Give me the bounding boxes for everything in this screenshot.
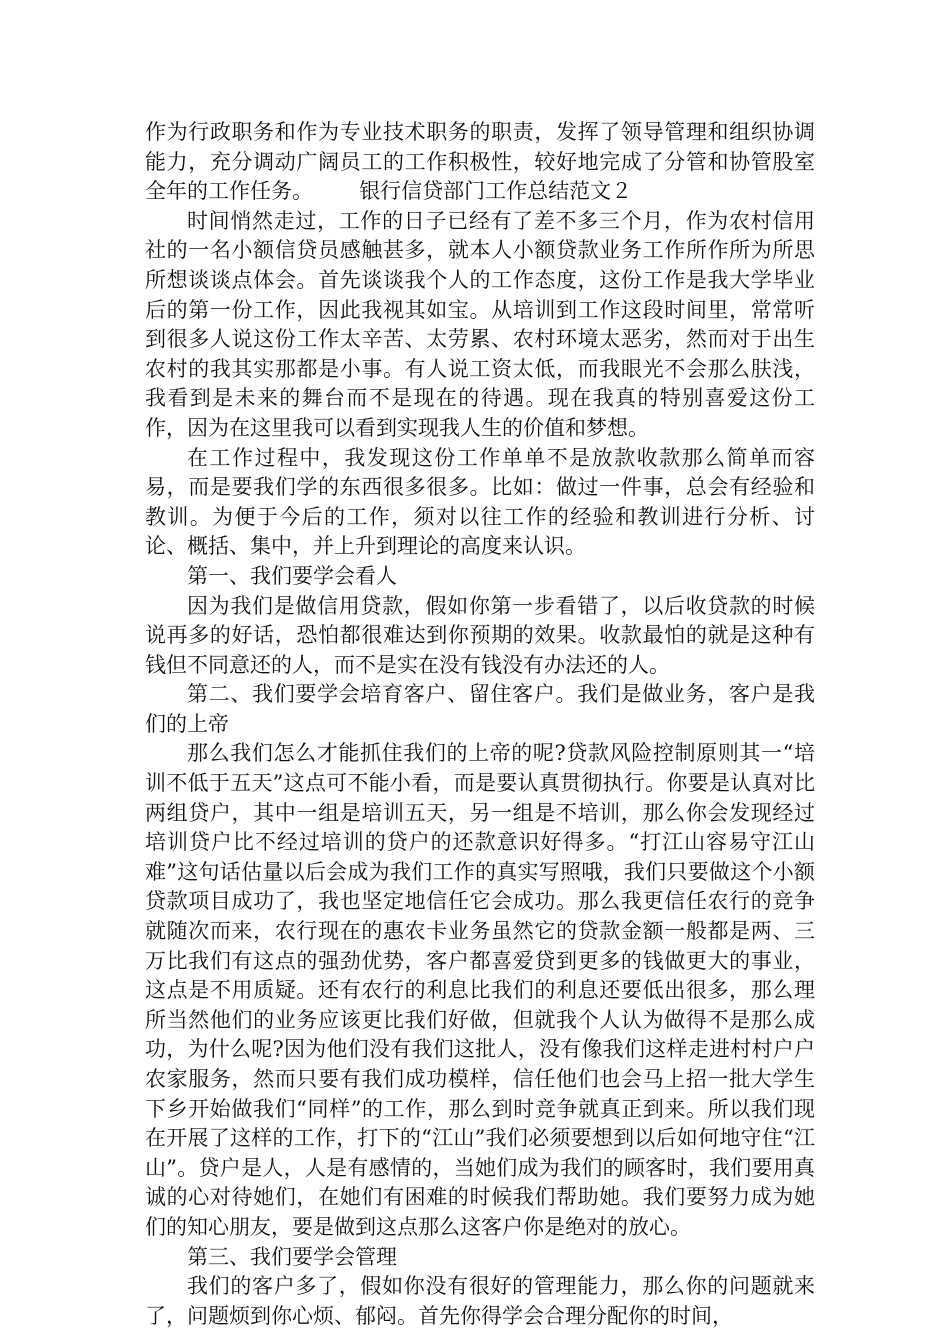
paragraph: 因为我们是做信用贷款，假如你第一步看错了，以后收贷款的时候说再多的好话，恐怕都很难达到你预期的效果。收款最怕的就是这种有钱但不同意还的人，而不是实在没有钱没有办法还的人。 <box>145 593 815 677</box>
paragraph-intro <box>145 118 815 207</box>
document-body <box>145 118 815 1331</box>
paragraph: 时间悄然走过，工作的日子已经有了差不多三个月，作为农村信用社的一名小额信贷员感触甚多，就本人小额贷款业务工作所作所为所思所想谈谈点体会。首先谈谈我个人的工作态度，这份工作是我大学毕业后的第一份工作，因此我视其如宝。从培训到工作这段时间里，常常听到很多人说这份工作太辛苦、太劳累、农村环境太恶劣，然而对于出生农村的我其实那都是小事。有人说工资太低，而我眼光不会那么肤浅，我看到是未来的舞台而不是现在的待遇。现在我真的特别喜爱这份工作，因为在这里我可以看到实现我人生的价值和梦想。 <box>145 208 815 440</box>
paragraph: 我们的客户多了，假如你没有很好的管理能力，那么你的问题就来了，问题烦到你心烦、郁闷。首先你得学会合理分配你的时间， <box>145 1274 815 1328</box>
subheading-second: 第二、我们要学会培育客户、留住客户。我们是做业务，客户是我们的上帝 <box>145 682 815 736</box>
subheading-first: 第一、我们要学会看人 <box>187 563 397 588</box>
paragraph-text: 作为行政职务和作为专业技术职务的职责，发挥了领导管理和组织协调能力，充分调动广阔员工的工作积极性，较好地完成了分管和协管股室全年的工作任务。 <box>145 120 815 204</box>
subheading-third: 第三、我们要学会管理 <box>187 1244 397 1269</box>
section-title: 银行信贷部门工作总结范文２ <box>359 179 633 204</box>
paragraph: 那么我们怎么才能抓住我们的上帝的呢?贷款风险控制原则其一“培训不低于五天”这点可不能小看，而是要认真贯彻执行。你要是认真对比两组贷户，其中一组是培训五天，另一组是不培训，那么你会发现经过培训贷户比不经过培训的贷户的还款意识好得多。“打江山容易守江山难”这句话估量以后会成为我们工作的真实写照哦，我们只要做这个小额贷款项目成功了，我也坚定地信任它会成功。那么我更信任农行的竞争就随次而来，农行现在的惠农卡业务虽然它的贷款金额一般都是两、三万比我们有这点的强劲优势，客户都喜爱贷到更多的钱做更大的事业，这点是不用质疑。还有农行的利息比我们的利息还要低出很多，那么理所当然他们的业务应该更比我们好做，但就我个人认为做得不是那么成功，为什么呢?因为他们没有我们这批人，没有像我们这样走进村村户户农家服务，然而只要有我们成功模样，信任他们也会马上招一批大学生下乡开始做我们“同样”的工作，那么到时竞争就真正到来。所以我们现在开展了这样的工作，打下的“江山”我们必须要想到以后如何地守住“江山”。贷户是人，人是有感情的，当她们成为我们的顾客时，我们要用真诚的心对待她们，在她们有困难的时候我们帮助她。我们要努力成为她们的知心朋友，要是做到这点那么这客户你是绝对的放心。 <box>145 741 815 1239</box>
paragraph: 在工作过程中，我发现这份工作单单不是放款收款那么简单而容易，而是要我们学的东西很多很多。比如：做过一件事，总会有经验和教训。为便于今后的工作，须对以往工作的经验和教训进行分析、讨论、概括、集中，并上升到理论的高度来认识。 <box>145 445 815 559</box>
